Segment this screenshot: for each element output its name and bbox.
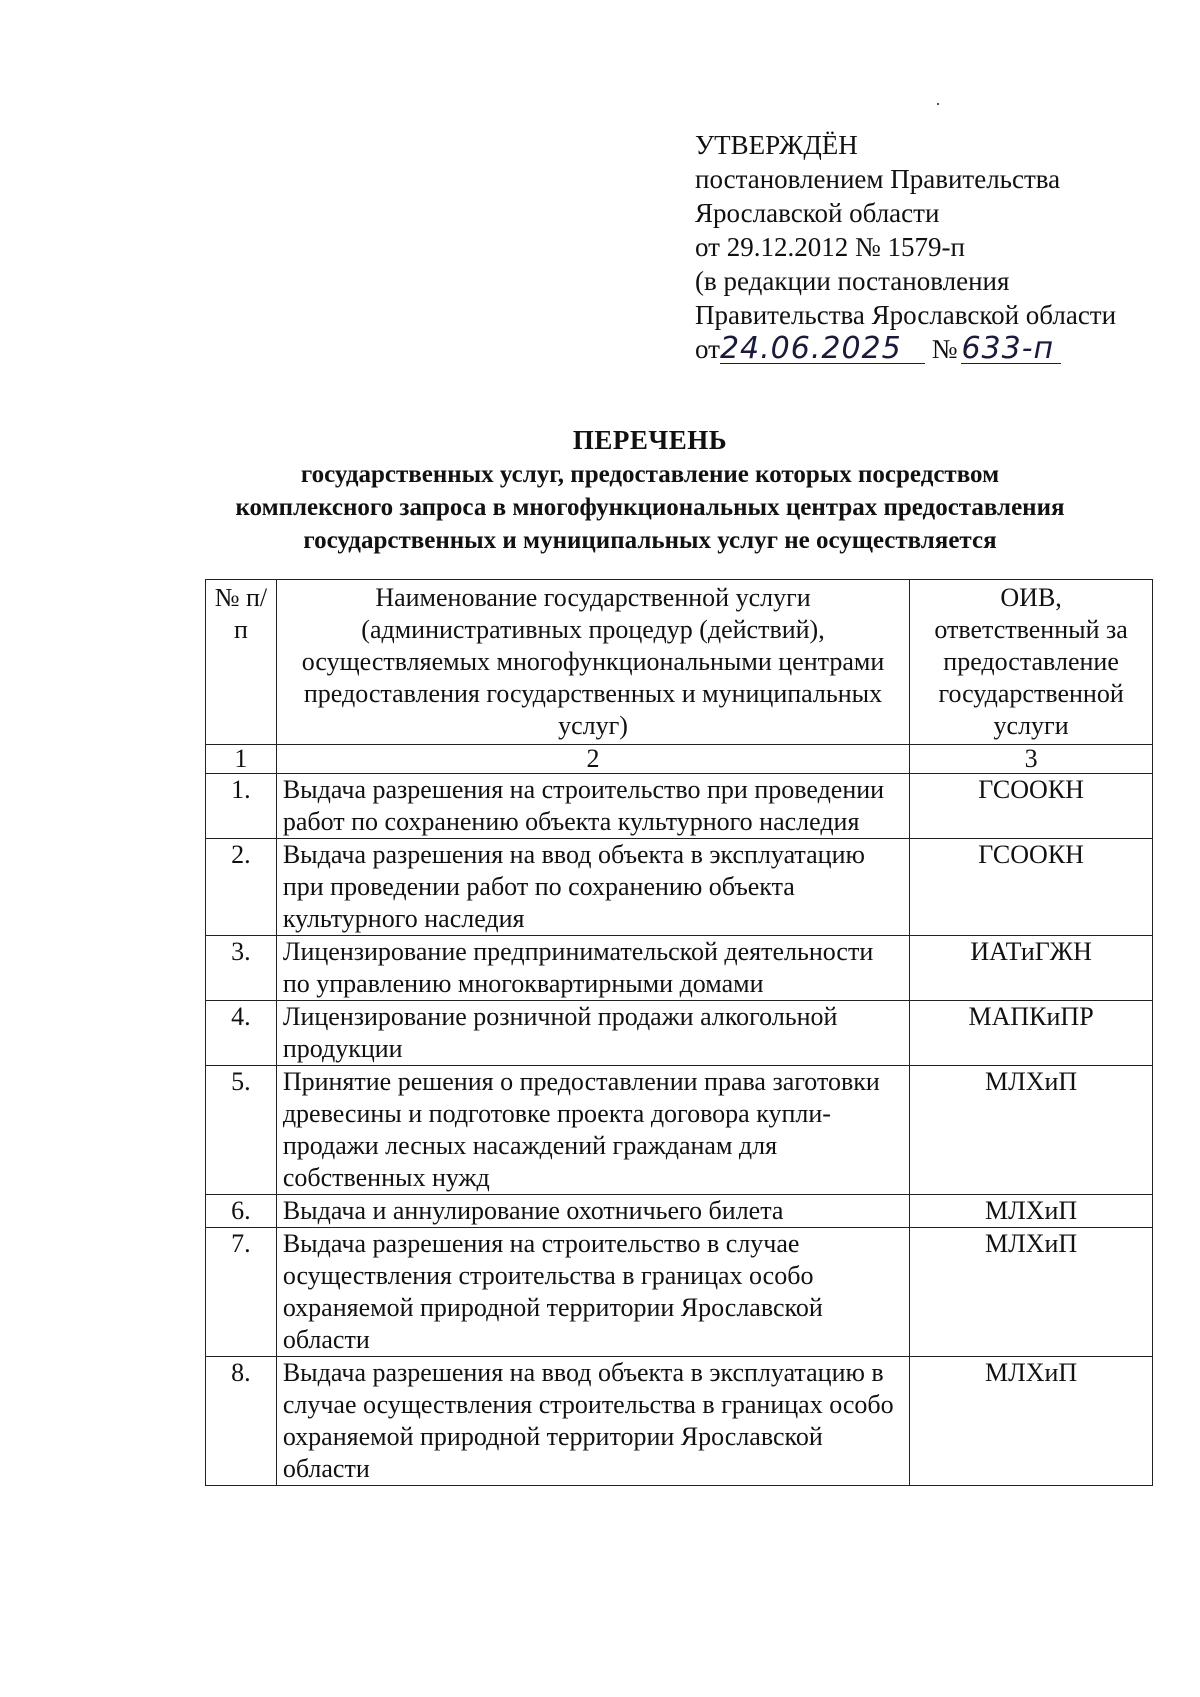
row-service-name: Выдача разрешения на строительство при проведении работ по сохранению объекта культурного наследия [276,774,909,839]
row-oiv: МАПКиПР [910,1001,1153,1066]
services-table [205,579,1153,1486]
row-oiv: МЛХиП [910,1195,1153,1228]
approval-line-3: от 29.12.2012 № 1579-п [695,232,965,262]
row-number: 6. [206,1195,277,1228]
title-sub-2: комплексного запроса в многофункциональных центрах предоставления [235,494,1065,521]
approval-line-1: постановлением Правительства [695,164,1061,194]
row-service-name: Принятие решения о предоставлении права заготовки древесины и подготовке проекта договора купли-продажи лесных насаждений гражданам для собственных нужд [276,1066,909,1195]
row-service-name: Лицензирование розничной продажи алкогольной продукции [276,1001,909,1066]
row-number: 4. [206,1001,277,1066]
column-number-row [206,745,1153,774]
approval-line-2: Ярославской области [695,198,940,228]
from-label: от [695,334,720,364]
header-service-name: Наименование государственной услуги (административных процедур (действий), осуществляемых многофункциональными центрами предоставления государственных и муниципальных услуг) [276,580,909,745]
row-oiv: ГСООКН [910,774,1153,839]
row-service-name: Выдача разрешения на ввод объекта в эксплуатацию при проведении работ по сохранению объекта культурного наследия [276,839,909,936]
row-number: 7. [206,1228,277,1357]
column-number-2: 2 [276,745,909,774]
row-number: 1. [206,774,277,839]
row-service-name: Выдача и аннулирование охотничьего билета [276,1195,909,1228]
approval-signature-line [695,332,1116,366]
title-sub-1: государственных услуг, предоставление которых посредством [300,461,1000,488]
table-row [206,839,1153,936]
column-number-1: 1 [206,745,277,774]
document-title [150,422,1150,557]
row-oiv: МЛХиП [910,1228,1153,1357]
table-row [206,1195,1153,1228]
table-row [206,1066,1153,1195]
approval-line-4: (в редакции постановления [695,266,1010,296]
row-oiv: МЛХиП [910,1066,1153,1195]
row-oiv: МЛХиП [910,1357,1153,1486]
column-number-3: 3 [910,745,1153,774]
approval-line-5: Правительства Ярославской области [695,300,1117,330]
table-row [206,774,1153,839]
title-main: ПЕРЕЧЕНЬ [572,425,728,455]
header-oiv: ОИВ, ответственный за предоставление государственной услуги [910,580,1153,745]
row-number: 8. [206,1357,277,1486]
row-service-name: Выдача разрешения на строительство в случае осуществления строительства в границах особо охраняемой природной территории Ярославской области [276,1228,909,1357]
header-number: № п/п [206,580,277,745]
approval-heading: УТВЕРЖДЁН [695,130,858,160]
title-sub-3: государственных и муниципальных услуг не осуществляется [303,527,997,554]
table-row [206,936,1153,1001]
row-service-name: Выдача разрешения на ввод объекта в эксплуатацию в случае осуществления строительства в границах особо охраняемой природной территории Ярославской области [276,1357,909,1486]
table-row [206,1357,1153,1486]
scan-speck [937,103,939,105]
handwritten-date: 24.06.2025 [720,335,925,364]
row-service-name: Лицензирование предпринимательской деятельности по управлению многоквартирными домами [276,936,909,1001]
table-row [206,1228,1153,1357]
number-label: № [931,334,958,364]
row-number: 3. [206,936,277,1001]
table-header-row [206,580,1153,745]
approval-stamp-block [695,128,1116,366]
row-number: 2. [206,839,277,936]
row-number: 5. [206,1066,277,1195]
handwritten-number: 633-п [961,335,1061,364]
row-oiv: ГСООКН [910,839,1153,936]
table-row [206,1001,1153,1066]
row-oiv: ИАТиГЖН [910,936,1153,1001]
